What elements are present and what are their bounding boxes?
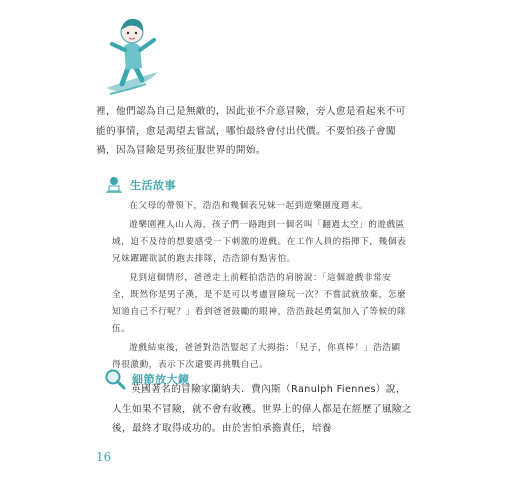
page-number: 16 bbox=[96, 450, 112, 464]
story-paragraph: 遊戲結束後，爸爸對浩浩豎起了大拇指：「兒子，你真棒！」浩浩顯得很激動，表示下次還要再挑戰自己。 bbox=[112, 343, 401, 370]
boy-surfing-illustration bbox=[98, 10, 168, 102]
story-heading-label: 生活故事 bbox=[130, 179, 176, 192]
detail-paragraph: 英國著名的冒險家蘭納夫．費內斯（Ranulph Fiennes）說，人生如果不冒險，就不會有收穫。世界上的偉人都是在經歷了風險之後，最終才取得成功的。由於害怕承擔責任，培養 bbox=[112, 384, 412, 434]
story-paragraph: 見到這個情形，爸爸走上前輕拍浩浩的肩膀說：「這個遊戲非常安全，既然你是男子漢，是不是可以考慮冒險玩一次？不嘗試就放棄，怎麼知道自己不行呢？」看到爸爸鼓勵的眼神，浩浩鼓起勇氣加入了等候的隊伍。 bbox=[112, 273, 407, 334]
reading-child-icon bbox=[104, 176, 124, 194]
detail-text bbox=[112, 380, 412, 439]
detail-heading-label: 細節放大鏡 bbox=[132, 373, 190, 386]
intro-paragraph: 裡，他們認為自己是無敵的，因此並不介意冒險，旁人愈是看起來不可能的事情，愈是渴望去嘗試，哪怕最終會付出代價。不要怕孩子會闖禍，因為冒險是男孩征服世界的開始。 bbox=[96, 106, 406, 156]
story-paragraph: 在父母的帶領下，浩浩和幾個表兄妹一起到遊樂園度週末。 bbox=[129, 201, 369, 211]
story-paragraph: 遊樂園裡人山人海，孩子們一路跑到一個名叫「翻過太空」的遊戲區域，迫不及待的想要感受一下刺激的遊戲。在工作人員的指揮下，幾個表兄妹躍躍欲試的跑去排隊，浩浩卻有點害怕。 bbox=[112, 220, 407, 264]
story-section-heading bbox=[104, 176, 176, 194]
story-text bbox=[112, 198, 408, 376]
